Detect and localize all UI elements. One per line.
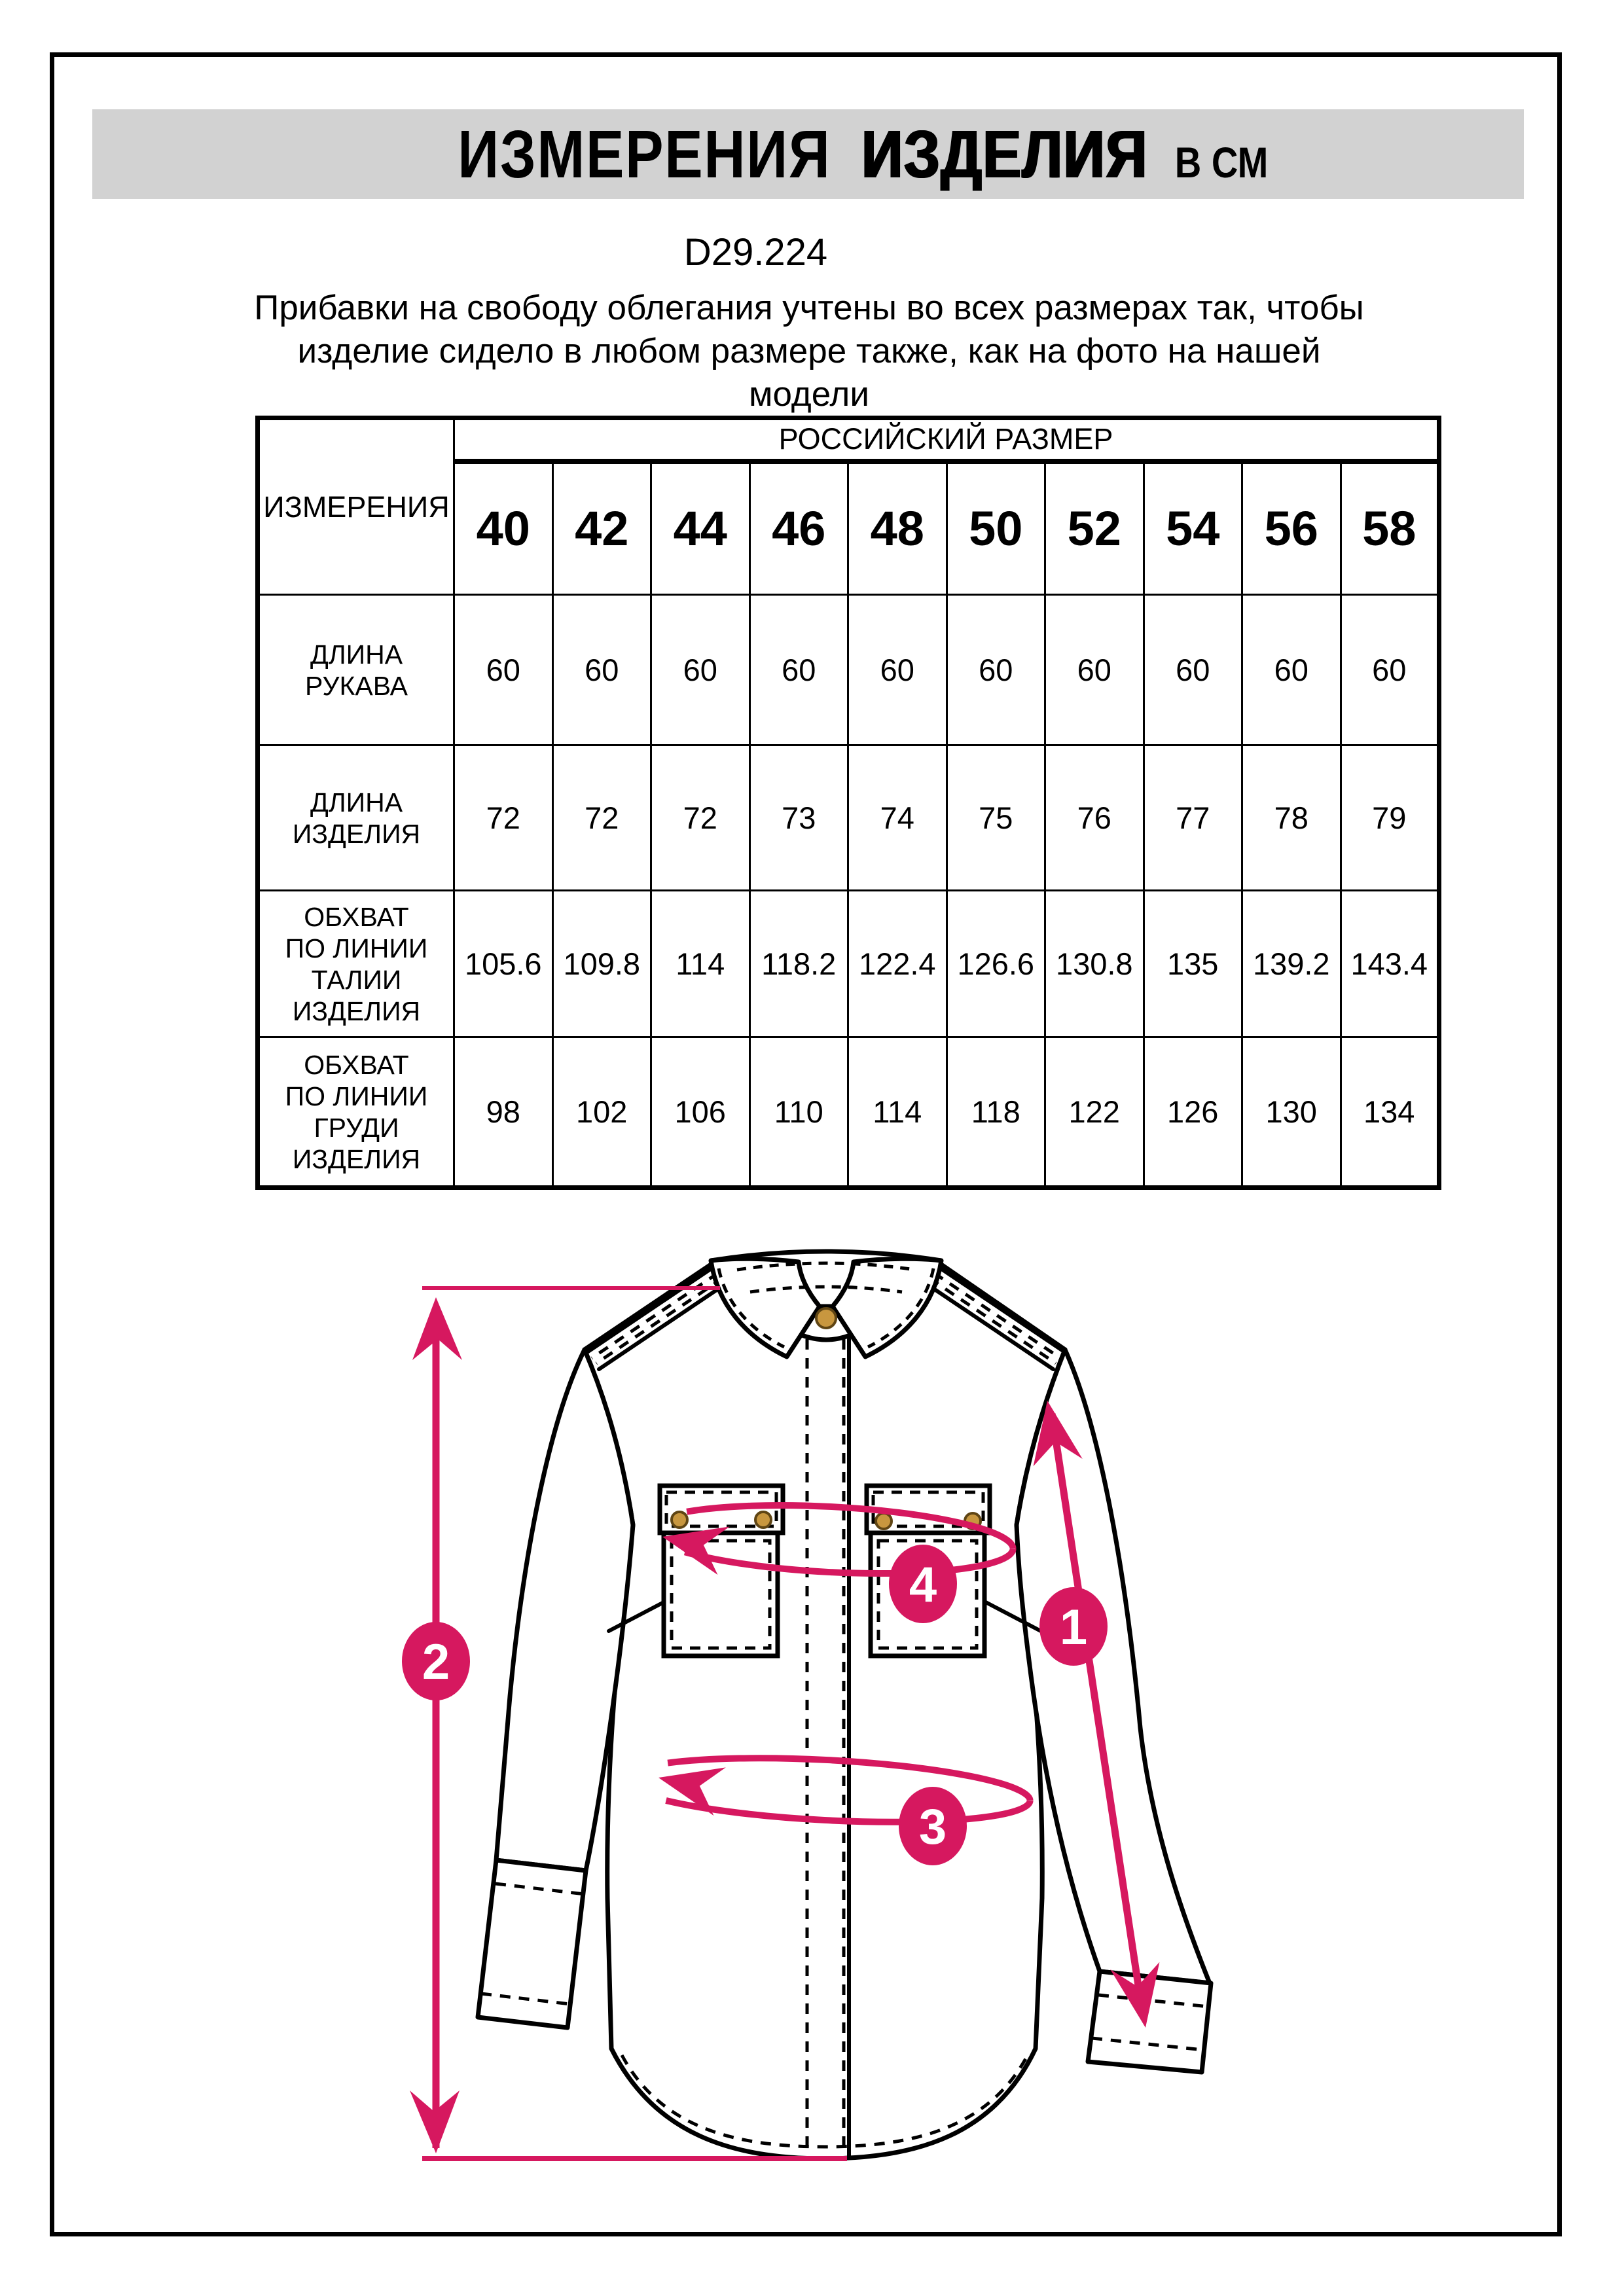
measurement-value: 72: [454, 745, 553, 891]
fit-note: [220, 287, 1398, 416]
measurement-value: 60: [848, 595, 947, 745]
measurement-value: 60: [454, 595, 553, 745]
measurement-label: ОБХВАТ ПО ЛИНИИ ГРУДИ ИЗДЕЛИЯ: [258, 1037, 454, 1188]
collar-button: [816, 1308, 836, 1328]
page-title: [458, 116, 1268, 193]
title-bar: [92, 109, 1524, 199]
measurement-value: 109.8: [552, 891, 651, 1037]
measurement-value: 60: [1341, 595, 1439, 745]
measurement-value: 60: [1144, 595, 1242, 745]
model-code: D29.224: [683, 231, 828, 274]
size-header-cell: 44: [651, 461, 750, 595]
measurement-value: 135: [1144, 891, 1242, 1037]
measurement-value: 76: [1045, 745, 1144, 891]
measurement-value: 122: [1045, 1037, 1144, 1188]
size-table: [255, 416, 1441, 1190]
measurement-value: 106: [651, 1037, 750, 1188]
measurement-value: 79: [1341, 745, 1439, 891]
measurement-value: 60: [749, 595, 848, 745]
size-header-cell: 46: [749, 461, 848, 595]
title-strong: ИЗДЕЛИЯ: [861, 116, 1149, 192]
shirt-technical-sketch: [367, 1211, 1283, 2179]
measurement-value: 60: [947, 595, 1045, 745]
measurement-value: 114: [848, 1037, 947, 1188]
fit-note-line: Прибавки на свободу облегания учтены во всех размерах так, чтобы: [254, 289, 1364, 327]
svg-text:3: 3: [918, 1799, 947, 1855]
measurement-value: 102: [552, 1037, 651, 1188]
row-marker-3: 3: [172, 937, 198, 988]
size-header-cell: 50: [947, 461, 1045, 595]
fit-note-line: модели: [749, 375, 869, 414]
title-main: ИЗМЕРЕНИЯ: [458, 116, 831, 192]
measurement-value: 143.4: [1341, 891, 1439, 1037]
size-header-cell: 58: [1341, 461, 1439, 595]
measurement-label: ДЛИНА ИЗДЕЛИЯ: [258, 745, 454, 891]
pocket-button: [876, 1513, 892, 1529]
pocket-button: [755, 1512, 771, 1528]
measurement-value: 114: [651, 891, 750, 1037]
size-header-cell: 56: [1242, 461, 1341, 595]
size-header-cell: 54: [1144, 461, 1242, 595]
measurement-value: 77: [1144, 745, 1242, 891]
measurement-value: 126: [1144, 1037, 1242, 1188]
measurement-value: 60: [651, 595, 750, 745]
shirt-body: [585, 1256, 1065, 2159]
measurement-label: ДЛИНА РУКАВА: [258, 595, 454, 745]
measurement-value: 60: [1242, 595, 1341, 745]
measurement-value: 72: [651, 745, 750, 891]
size-header-cell: 40: [454, 461, 553, 595]
measurement-value: 118: [947, 1037, 1045, 1188]
measurement-value: 98: [454, 1037, 553, 1188]
measurement-value: 73: [749, 745, 848, 891]
measurement-value: 74: [848, 745, 947, 891]
svg-text:2: 2: [422, 1634, 450, 1690]
measurement-value: 118.2: [749, 891, 848, 1037]
measurement-value: 72: [552, 745, 651, 891]
row-marker-2: 2: [172, 791, 198, 842]
measurement-value: 134: [1341, 1037, 1439, 1188]
measurement-value: 139.2: [1242, 891, 1341, 1037]
measurement-value: 60: [552, 595, 651, 745]
size-header-cell: 52: [1045, 461, 1144, 595]
measurement-value: 110: [749, 1037, 848, 1188]
fit-note-line: изделие сидело в любом размере также, как на фото на нашей: [297, 332, 1321, 370]
size-header-cell: 48: [848, 461, 947, 595]
measurement-value: 105.6: [454, 891, 553, 1037]
measurement-value: 75: [947, 745, 1045, 891]
measurement-label: ОБХВАТ ПО ЛИНИИ ТАЛИИ ИЗДЕЛИЯ: [258, 891, 454, 1037]
pocket-button: [672, 1512, 687, 1528]
title-units: В СМ: [1174, 137, 1269, 187]
left-pocket: [664, 1533, 778, 1656]
measurement-value: 78: [1242, 745, 1341, 891]
measurement-value: 122.4: [848, 891, 947, 1037]
measurement-value: 130.8: [1045, 891, 1144, 1037]
measurement-value: 126.6: [947, 891, 1045, 1037]
svg-text:1: 1: [1059, 1600, 1088, 1655]
row-marker-4: 4: [172, 1085, 198, 1136]
size-header-cell: 42: [552, 461, 651, 595]
svg-text:4: 4: [909, 1557, 937, 1613]
measurement-value: 60: [1045, 595, 1144, 745]
measurement-value: 130: [1242, 1037, 1341, 1188]
left-cuff: [478, 1860, 586, 2028]
size-group-header: РОССИЙСКИЙ РАЗМЕР: [454, 418, 1439, 461]
row-marker-1: 1: [172, 643, 198, 694]
measurements-header: ИЗМЕРЕНИЯ: [258, 418, 454, 595]
